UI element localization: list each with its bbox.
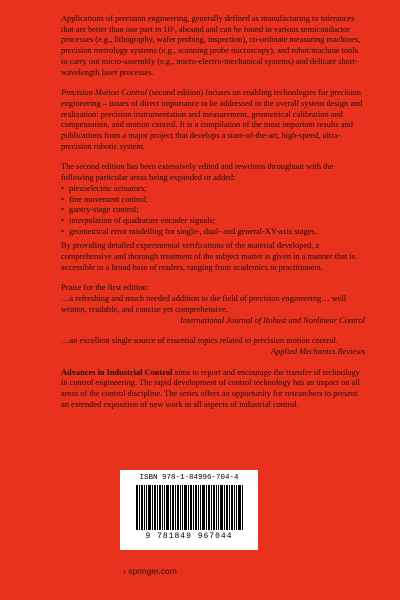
book-description [61, 88, 365, 152]
bullet-item: • fine movement control; [61, 195, 365, 206]
edition-bullets [61, 184, 365, 238]
bullet-item: • gantry-stage control; [61, 205, 365, 216]
bullet-item: • geometrical error modelling for single-, dual- and general-XY-axis stages. [61, 227, 365, 238]
quote-2-text: …an excellent single source of essential topics related to precision motion control. [61, 336, 338, 346]
barcode [126, 485, 252, 530]
series-text: aims to report and encourage the transfer of technology in control engineering. The rapid development of control technology has an impact on all areas of the control discipline. The series offers an opportunity for researchers to present an extended exposition of new work in all aspects of industrial control. [61, 367, 360, 409]
series-title: Advances in Industrial Control [61, 367, 173, 377]
barcode-label [120, 470, 258, 550]
verification-paragraph: By providing detailed experimental verifications of the material developed, a comprehensive and thorough treatment of the subject matter is given in a manner that is accessible to a broad base of readers, ranging from academics to practitioners. [61, 241, 355, 272]
barcode-number: 9 781849 967044 [145, 532, 233, 541]
cover-text [61, 14, 365, 421]
praise-heading: Praise for the first edition: [61, 283, 149, 293]
edition-intro: The second edition has been extensively edited and rewritten throughout with the following particular areas being expanded or added: [61, 162, 334, 183]
quote-1 [61, 294, 365, 326]
isbn-text: ISBN 978-1-84996-704-4 [139, 474, 239, 482]
book-description-text: (second edition) focuses on enabling technologies for precision engineering – issues of direct importance to be addressed in the overall system design and realization: precision instrumentation and measurement, geometrical calibration and compensation, and motion control. It is a compilation of the most important results and publications from a major project that develops a state-of-the-art, high-speed, ultra-precision robotic system. [61, 88, 363, 151]
bullet-item: • interpolation of quadrature encoder signals; [61, 216, 365, 227]
quote-2-source: Applied Mechanics Reviews [271, 346, 365, 356]
series-paragraph [61, 368, 365, 411]
quote-2 [61, 336, 365, 357]
quote-1-text: …a refreshing and much needed addition to the field of precision engineering… well written, readable, and concise yet comprehensive. [61, 294, 347, 314]
quote-1-source: International Journal of Robust and Nonlinear Control [180, 315, 365, 325]
book-title: Precision Motion Control [61, 88, 147, 98]
intro-paragraph: Applications of precision engineering, generally defined as manufacturing to tolerances that are better than one part in 10⁵, abound and can be found in various semiconductor processes (e.g., lithography, wafer probing, inspection), co-ordinate measuring machines, precision metrology systems (e.g., scanning probe microscopy), and robot/machine tools to carry out micro-assembly (e.g., micro-electro-mechanical systems) and delicate short-wavelength laser processes. [61, 14, 361, 77]
bullet-item: • piezoelectric actuators; [61, 184, 365, 195]
springer-url[interactable]: › springer.com [123, 566, 177, 576]
